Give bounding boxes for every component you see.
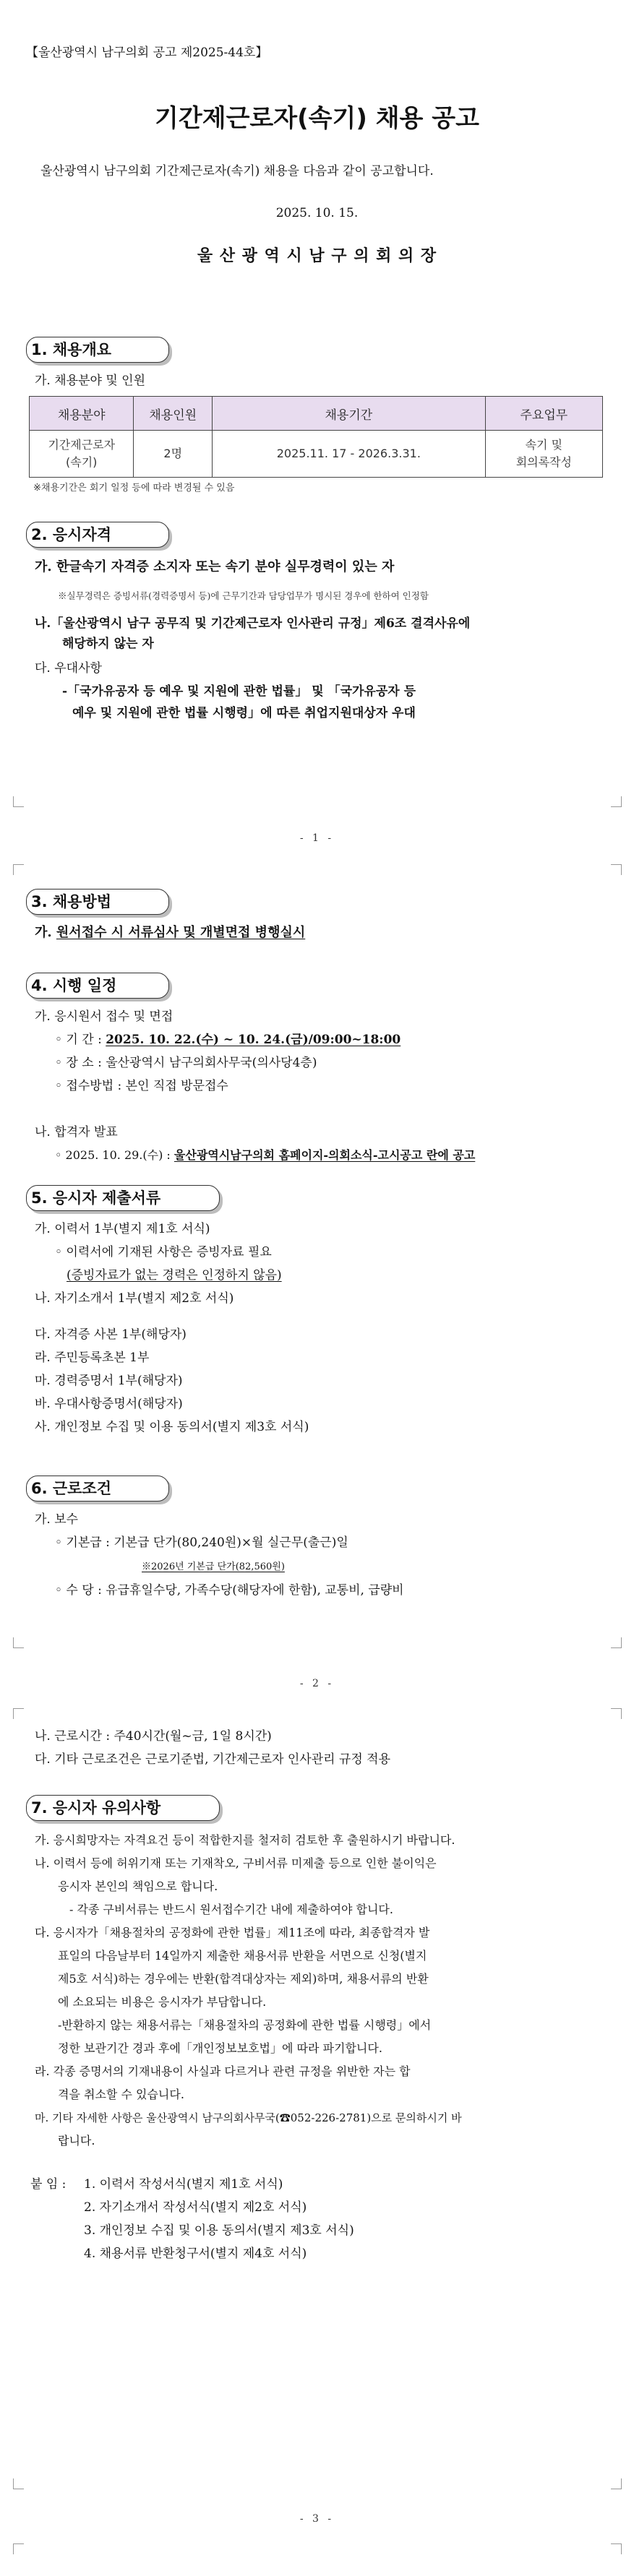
sec4-announce-prefix: ◦ 2025. 10. 29.(수) : [55,1148,174,1162]
table-cell-period: 2025.11. 17 - 2026.3.31. [213,431,486,478]
table-row [30,431,603,478]
sec4-period [55,1032,400,1048]
table-cell-field [30,431,134,478]
page-corner-mark [13,864,24,875]
sec7-line: -반환하지 않는 채용서류는「채용절차의 공정화에 관한 법률 시행령」에서 [58,2018,432,2032]
table-cell-duty [485,431,602,478]
sec4-sub-b: 나. 합격자 발표 [35,1125,118,1140]
sec5-item-g: 사. 개인정보 수집 및 이용 동의서(별지 제3호 서식) [35,1420,309,1434]
table-header: 주요업무 [485,397,602,431]
attachment-item: 1. 이력서 작성서식(별지 제1호 서식) [84,2177,283,2192]
page-corner-mark [611,2543,622,2554]
sec7-line: 격을 취소할 수 있습니다. [58,2088,184,2101]
page-title: 기간제근로자(속기) 채용 공고 [155,104,479,133]
page-corner-mark [611,1708,622,1719]
sec6-pay-1: ◦ 기본급 : 기본급 단가(80,240원)×월 실근무(출근)일 [55,1535,348,1550]
sec2-item-b-line2: 해당하지 않는 자 [62,637,154,651]
page-corner-mark [611,1637,622,1648]
page-number: - 1 - [299,832,335,844]
table-cell-count: 2명 [134,431,213,478]
page-corner-mark [13,2478,24,2489]
attachments-label: 붙 임 : [30,2177,67,2192]
table-header: 채용분야 [30,397,134,431]
page-corner-mark [13,1637,24,1648]
page-corner-mark [611,796,622,807]
attachment-item: 3. 개인정보 수집 및 이용 동의서(별지 제3호 서식) [84,2223,354,2238]
sec7-line: 나. 이력서 등에 허위기재 또는 기재착오, 구비서류 미제출 등으로 인한 불이익은 [35,1856,437,1870]
sec6-pay-1-note: ※2026년 기본급 단가(82,560원) [142,1561,285,1572]
sec7-line: 표일의 다음날부터 14일까지 제출한 채용서류 반환을 서면으로 신청(별지 [58,1949,427,1963]
sec4-period-label: ◦ 기 간 : [55,1033,106,1047]
sec5-item-b: 나. 자기소개서 1부(별지 제2호 서식) [35,1291,234,1306]
section-heading-3: 3. 채용방법 [26,889,169,915]
notice-number: 【울산광역시 남구의회 공고 제2025-44호】 [26,46,268,60]
sec4-sub-a: 가. 응시원서 접수 및 면접 [35,1009,174,1024]
sec7-line: 라. 각종 증명서의 기재내용이 사실과 다르거나 관련 규정을 위반한 자는 합 [35,2064,411,2078]
sec7-line: 에 소요되는 비용은 응시자가 부담합니다. [58,1995,267,2009]
sec3-item-a-prefix: 가. [35,925,56,940]
sec2-item-b-line1: 나.「울산광역시 남구 공무직 및 기간제근로자 인사관리 규정」제6조 결격사유에 [35,616,471,631]
issuer: 울 산 광 역 시 남 구 의 회 의 장 [197,246,437,265]
sec6-item-a: 가. 보수 [35,1512,79,1527]
sec4-method: ◦ 접수방법 : 본인 직접 방문접수 [55,1079,228,1093]
section-heading-1: 1. 채용개요 [26,337,169,363]
sec2-item-c-line2: 예우 및 지원에 관한 법률 시행령」에 따른 취업지원대상자 우대 [72,706,416,720]
sec7-line: 응시자 본인의 책임으로 합니다. [58,1879,218,1893]
sec1-sub-a: 가. 채용분야 및 인원 [35,374,145,388]
sec5-item-f: 바. 우대사항증명서(해당자) [35,1397,183,1411]
sec3-item-a [35,925,305,941]
sec5-item-a-line2: (증빙자료가 없는 경력은 인정하지 않음) [67,1268,282,1283]
section-heading-5: 5. 응시자 제출서류 [26,1185,220,1211]
sec7-line: 가. 응시희망자는 자격요건 등이 적합한지를 철저히 검토한 후 출원하시기 바랍니다. [35,1833,455,1847]
sec7-line: 마. 기타 자세한 사항은 울산광역시 남구의회사무국(☎052-226-2781)으로 문의하시기 바 [35,2111,462,2124]
notice-date: 2025. 10. 15. [275,206,359,220]
page-number: - 3 - [299,2513,335,2525]
sec2-item-c-line1: -「국가유공자 등 예우 및 지원에 관한 법률」 및 「국가유공자 등 [62,684,416,699]
page-corner-mark [611,864,622,875]
field-line: 기간제근로자 [48,438,116,452]
sec1-note: ※채용기간은 회기 일정 등에 따라 변경될 수 있음 [33,483,235,494]
sec4-announce [55,1147,475,1163]
section-heading-7: 7. 응시자 유의사항 [26,1795,220,1821]
sec4-place: ◦ 장 소 : 울산광역시 남구의회사무국(의사당4층) [55,1056,317,1070]
sec3-item-a-text: 원서접수 시 서류심사 및 개별면접 병행실시 [56,925,306,940]
sec6-item-c: 다. 기타 근로조건은 근로기준법, 기간제근로자 인사관리 규정 적용 [35,1752,391,1767]
recruit-table [29,396,603,478]
sec5-item-a: 가. 이력서 1부(별지 제1호 서식) [35,1222,210,1236]
field-line: (속기) [66,455,98,469]
sec7-line: 정한 보관기간 경과 후에「개인정보보호법」에 따라 파기합니다. [58,2041,382,2055]
sec7-line: - 각종 구비서류는 반드시 원서접수기간 내에 제출하여야 합니다. [69,1903,393,1916]
duty-line: 회의록작성 [515,455,572,469]
table-header-row [30,397,603,431]
attachment-item: 4. 채용서류 반환청구서(별지 제4호 서식) [84,2247,307,2261]
section-heading-2: 2. 응시자격 [26,522,169,548]
sec4-period-value: 2025. 10. 22.(수) ~ 10. 24.(금)/09:00~18:00 [106,1033,401,1047]
intro-text: 울산광역시 남구의회 기간제근로자(속기) 채용을 다음과 같이 공고합니다. [40,164,434,178]
attachment-item: 2. 자기소개서 작성서식(별지 제2호 서식) [84,2200,307,2215]
sec5-item-e: 마. 경력증명서 1부(해당자) [35,1374,183,1388]
page-corner-mark [13,796,24,807]
section-heading-4: 4. 시행 일정 [26,973,169,999]
sec7-line: 제5호 서식)하는 경우에는 반환(합격대상자는 제외)하며, 채용서류의 반환 [58,1972,429,1986]
section-heading-6: 6. 근로조건 [26,1476,169,1502]
table-header: 채용인원 [134,397,213,431]
page-number: - 2 - [299,1678,335,1689]
sec5-item-a-line1: ◦ 이력서에 기재된 사항은 증빙자료 필요 [55,1245,272,1259]
page-corner-mark [611,2478,622,2489]
page-corner-mark [13,2543,24,2554]
sec6-pay-2: ◦ 수 당 : 유급휴일수당, 가족수당(해당자에 한함), 교통비, 급량비 [55,1583,404,1598]
sec6-item-b: 나. 근로시간 : 주40시간(월~금, 1일 8시간) [35,1729,272,1744]
table-header: 채용기간 [213,397,486,431]
sec7-line: 랍니다. [58,2134,95,2148]
duty-line: 속기 및 [525,438,563,452]
page-corner-mark [13,1708,24,1719]
sec5-item-d: 라. 주민등록초본 1부 [35,1351,150,1365]
sec2-item-a-note: ※실무경력은 증빙서류(경력증명서 등)에 근무기간과 담당업무가 명시된 경우에 한하여 인정함 [58,590,429,601]
sec4-announce-value: 울산광역시남구의회 홈페이지-의회소식-고시공고 란에 공고 [174,1148,476,1162]
sec5-item-c: 다. 자격증 사본 1부(해당자) [35,1327,187,1342]
sec2-item-c: 다. 우대사항 [35,661,102,676]
sec2-item-a: 가. 한글속기 자격증 소지자 또는 속기 분야 실무경력이 있는 자 [35,559,395,574]
sec7-line: 다. 응시자가「채용절차의 공정화에 관한 법률」제11조에 따라, 최종합격자 발 [35,1926,430,1939]
